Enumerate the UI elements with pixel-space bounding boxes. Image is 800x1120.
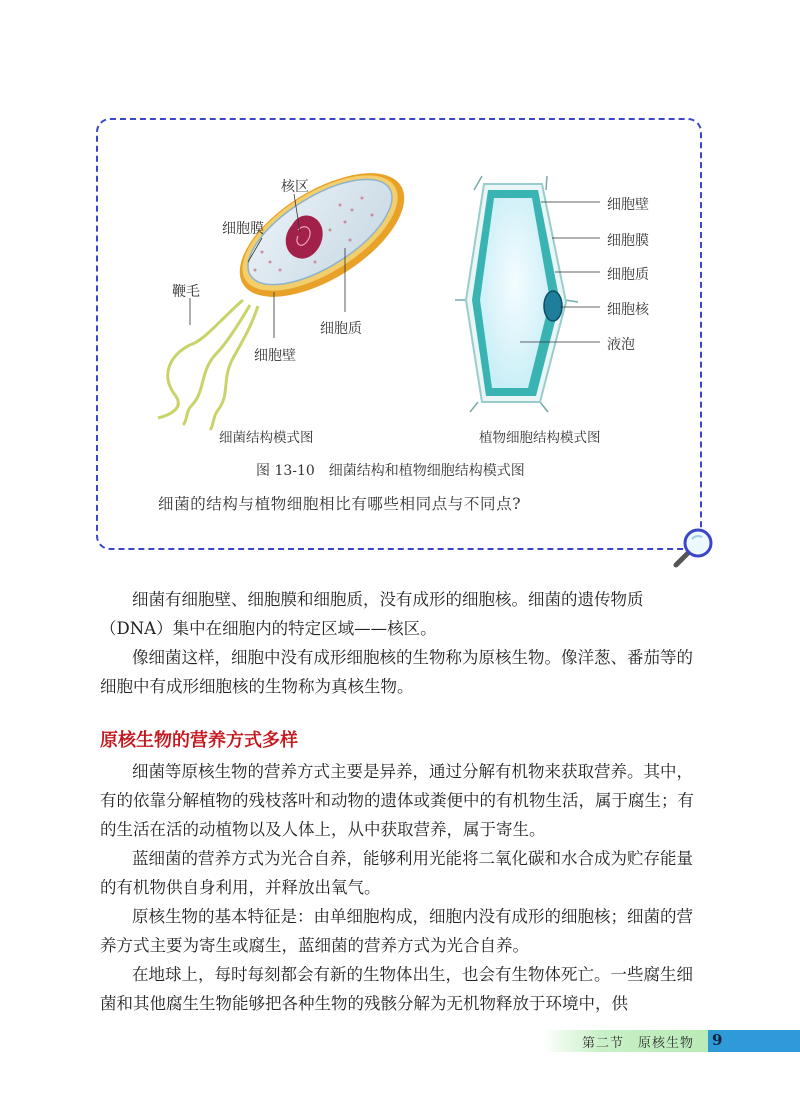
caption-bacteria: 细菌结构模式图 [219,430,314,446]
section-heading: 原核生物的营养方式多样 [100,730,298,751]
paragraph-2-text: 像细菌这样，细胞中没有成形细胞核的生物称为原核生物。像洋葱、番茄等的细胞中有成形细胞核的生物称为真核生物。 [100,648,693,696]
paragraph-6-text: 在地球上，每时每刻都会有新的生物体出生，也会有生物体死亡。一些腐生细菌和其他腐生生物能够把各种生物的残骸分解为无机物释放于环境中，供 [100,965,693,1013]
paragraph-4-text: 蓝细菌的营养方式为光合自养，能够利用光能将二氧化碳和水合成为贮存能量的有机物供自身利用，并释放出氧气。 [100,849,693,897]
label-plant-vacuole: 液泡 [607,337,635,353]
figure-title: 图 13-10 细菌结构和植物细胞结构模式图 [256,463,525,479]
label-bacteria-membrane: 细胞膜 [222,221,264,237]
paragraph-4 [100,844,706,902]
paragraph-5 [100,902,706,960]
page-number: 9 [712,1031,723,1049]
paragraph-3-text: 细菌等原核生物的营养方式主要是异养，通过分解有机物来获取营养。其中，有的依靠分解植物的残枝落叶和动物的遗体或粪便中的有机物生活，属于腐生；有的生活在活的动植物以及人体上，从中获取营养，属于寄生。 [100,762,694,839]
paragraph-6 [100,960,706,1018]
footer-section-title: 第二节 原核生物 [582,1036,695,1051]
paragraph-1-text: 细菌有细胞壁、细胞膜和细胞质，没有成形的细胞核。细菌的遗传物质（DNA）集中在细胞内的特定区域——核区。 [100,590,644,638]
label-plant-membrane: 细胞膜 [607,233,649,249]
label-plant-cytoplasm: 细胞质 [607,267,649,283]
plant-cell-drawing [455,176,600,412]
paragraph-5-text: 原核生物的基本特征是：由单细胞构成，细胞内没有成形的细胞核；细菌的营养方式主要为寄生或腐生，蓝细菌的营养方式为光合自养。 [100,907,693,955]
paragraph-2 [100,643,706,701]
label-bacteria-wall: 细胞壁 [254,348,296,364]
page-number-tab [708,1030,800,1052]
label-flagellum: 鞭毛 [172,284,200,300]
paragraph-3 [100,757,706,844]
figure-question: 细菌的结构与植物细胞相比有哪些相同点与不同点? [158,495,522,513]
paragraph-1 [100,585,706,643]
caption-plant-cell: 植物细胞结构模式图 [479,430,601,446]
label-nucleoid: 核区 [281,179,309,195]
label-bacteria-cytoplasm: 细胞质 [320,321,362,337]
label-plant-wall: 细胞壁 [607,197,649,213]
magnifier-icon [668,525,716,573]
label-plant-nucleus: 细胞核 [607,302,649,318]
